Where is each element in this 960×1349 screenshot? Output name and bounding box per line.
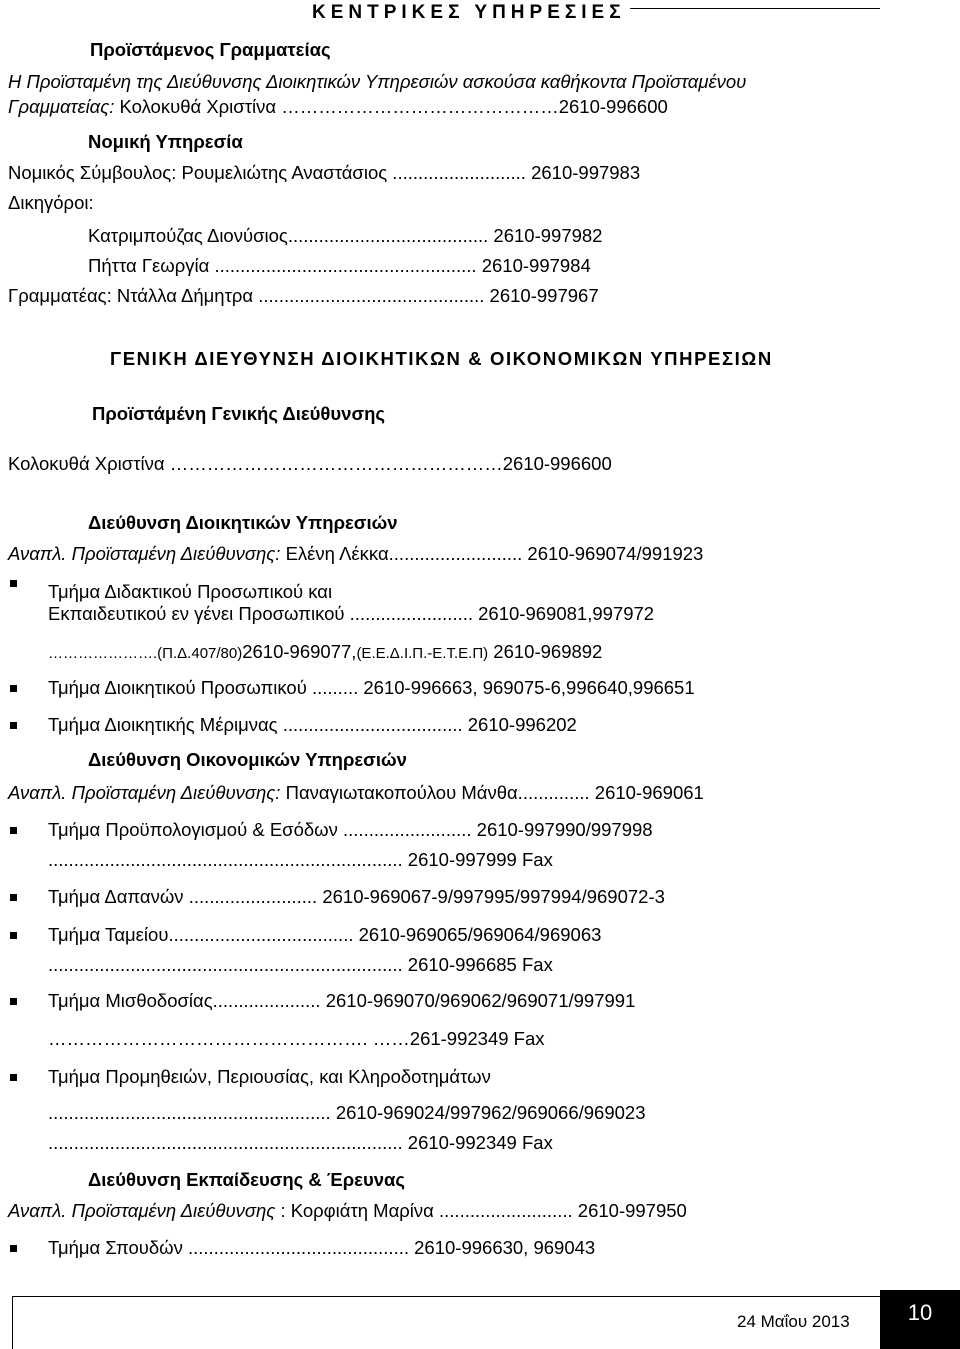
admin-deputy [8,543,703,565]
finance-deputy [8,782,704,804]
bullet [10,580,17,587]
general-head-phone: 2610-996600 [502,453,612,474]
dept-budget-fax: ..................................................................... 2610-997999 Fax [48,849,553,870]
dept-procurement-phones: ....................................................... 2610-969024/997962/969066/969023 [48,1102,646,1123]
admin-deputy-label: Αναπλ. Προϊσταμένη Διεύθυνσης: [8,543,281,564]
bullet [10,685,17,692]
secretariat-heading: Προϊστάμενος Γραμματείας [90,39,331,60]
secretariat-line1: Η Προϊσταμένη της Διεύθυνσης Διοικητικών Υπηρεσιών ασκούσα καθήκοντα Προϊσταμένου [8,71,747,92]
dept-teaching-staff-line2: Εκπαιδευτικού εν γένει Προσωπικού ........................ 2610-969081,997972 [48,603,655,624]
general-head-dots: ……………………………………………… [169,453,503,474]
dept-procurement: Τμήμα Προμηθειών, Περιουσίας, και Κληροδοτημάτων [48,1066,491,1087]
dept-studies: Τμήμα Σπουδών ........................................... 2610-996630, 969043 [48,1237,596,1258]
general-directorate-title: ΓΕΝΙΚΗ ΔΙΕΥΘΥΝΣΗ ΔΙΟΙΚΗΤΙΚΩΝ & ΟΙΚΟΝΟΜΙΚΩΝ ΥΠΗΡΕΣΙΩΝ [110,348,773,369]
dept-treasury-fax: ..................................................................... 2610-996685 Fax [48,954,553,975]
secretariat-line2 [8,96,668,118]
legal-advisor: Νομικός Σύμβουλος: Ρουμελιώτης Αναστάσιος .......................... 2610-997983 [8,162,641,183]
dept1-line3c: (Ε.Ε.Δ.Ι.Π.-Ε.Τ.Ε.Π) [356,645,489,662]
education-deputy-rest: : Κορφιάτη Μαρίνα .......................... 2610-997950 [280,1200,687,1221]
dept1-line3b: 2610-969077, [242,641,357,662]
legal-heading: Νομική Υπηρεσία [88,131,243,152]
dept-procurement-fax: ..................................................................... 2610-992349 Fax [48,1132,553,1153]
dept-budget: Τμήμα Προϋπολογισμού & Εσόδων ......................... 2610-997990/997998 [48,819,653,840]
dept-admin-staff: Τμήμα Διοικητικού Προσωπικού ......... 2610-996663, 969075-6,996640,996651 [48,677,695,698]
dept-payroll-fax: ……………………………………………. ……261-992349 Fax [48,1028,545,1049]
page-number: 10 [907,1300,933,1325]
admin-deputy-rest: Ελένη Λέκκα.......................... 2610-969074/991923 [285,543,704,564]
secretariat-label: Γραμματείας: [8,96,115,117]
education-deputy-label: Αναπλ. Προϊσταμένη Διεύθυνσης [8,1200,276,1221]
education-deputy [8,1200,687,1222]
bullet [10,894,17,901]
secretariat-dots: ……………………………………… [281,96,559,117]
education-directorate-heading: Διεύθυνση Εκπαίδευσης & Έρευνας [88,1169,405,1190]
dept-payroll: Τμήμα Μισθοδοσίας..................... 2610-969070/969062/969071/997991 [48,990,636,1011]
secretariat-phone: 2610-996600 [558,96,668,117]
bullet [10,932,17,939]
bullet [10,722,17,729]
dept-teaching-staff-line1: Τμήμα Διδακτικού Προσωπικού και [48,581,333,602]
bullet [10,827,17,834]
lawyer-1: Κατριμπούζας Διονύσιος....................................... 2610-997982 [88,225,603,246]
header-rule [630,8,880,9]
secretariat-name: Κολοκυθά Χριστίνα [119,96,277,117]
lawyers-label: Δικηγόροι: [8,192,94,213]
bullet [10,1245,17,1252]
bullet [10,1074,17,1081]
general-directorate-head-line [8,453,612,475]
general-directorate-head-heading: Προϊστάμένη Γενικής Διεύθυνσης [92,403,386,424]
lawyer-2: Πήττα Γεωργία ................................................... 2610-997984 [88,255,591,276]
admin-directorate-heading: Διεύθυνση Διοικητικών Υπηρεσιών [88,512,398,533]
dept-teaching-staff-line3 [48,641,602,665]
legal-secretary: Γραμματέας: Ντάλλα Δήμητρα ............................................ 2610-997967 [8,285,599,306]
finance-deputy-rest: Παναγιωτακοπούλου Μάνθα.............. 2610-969061 [285,782,704,803]
footer-date: 24 Μαΐου 2013 [737,1312,850,1331]
dept-treasury: Τμήμα Ταμείου.................................... 2610-969065/969064/969063 [48,924,602,945]
dept1-line3a: ………………….(Π.Δ.407/80) [48,645,243,662]
dept-admin-care: Τμήμα Διοικητικής Μέριμνας ................................... 2610-996202 [48,714,577,735]
general-head-name: Κολοκυθά Χριστίνα [8,453,165,474]
bullet [10,998,17,1005]
finance-deputy-label: Αναπλ. Προϊσταμένη Διεύθυνσης: [8,782,281,803]
header-title: ΚΕΝΤΡΙΚΕΣ ΥΠΗΡΕΣΙΕΣ [312,2,626,23]
finance-directorate-heading: Διεύθυνση Οικονομικών Υπηρεσιών [88,749,407,770]
dept1-line3d: 2610-969892 [488,641,603,662]
dept-expenses: Τμήμα Δαπανών ......................... 2610-969067-9/997995/997994/969072-3 [48,886,665,907]
